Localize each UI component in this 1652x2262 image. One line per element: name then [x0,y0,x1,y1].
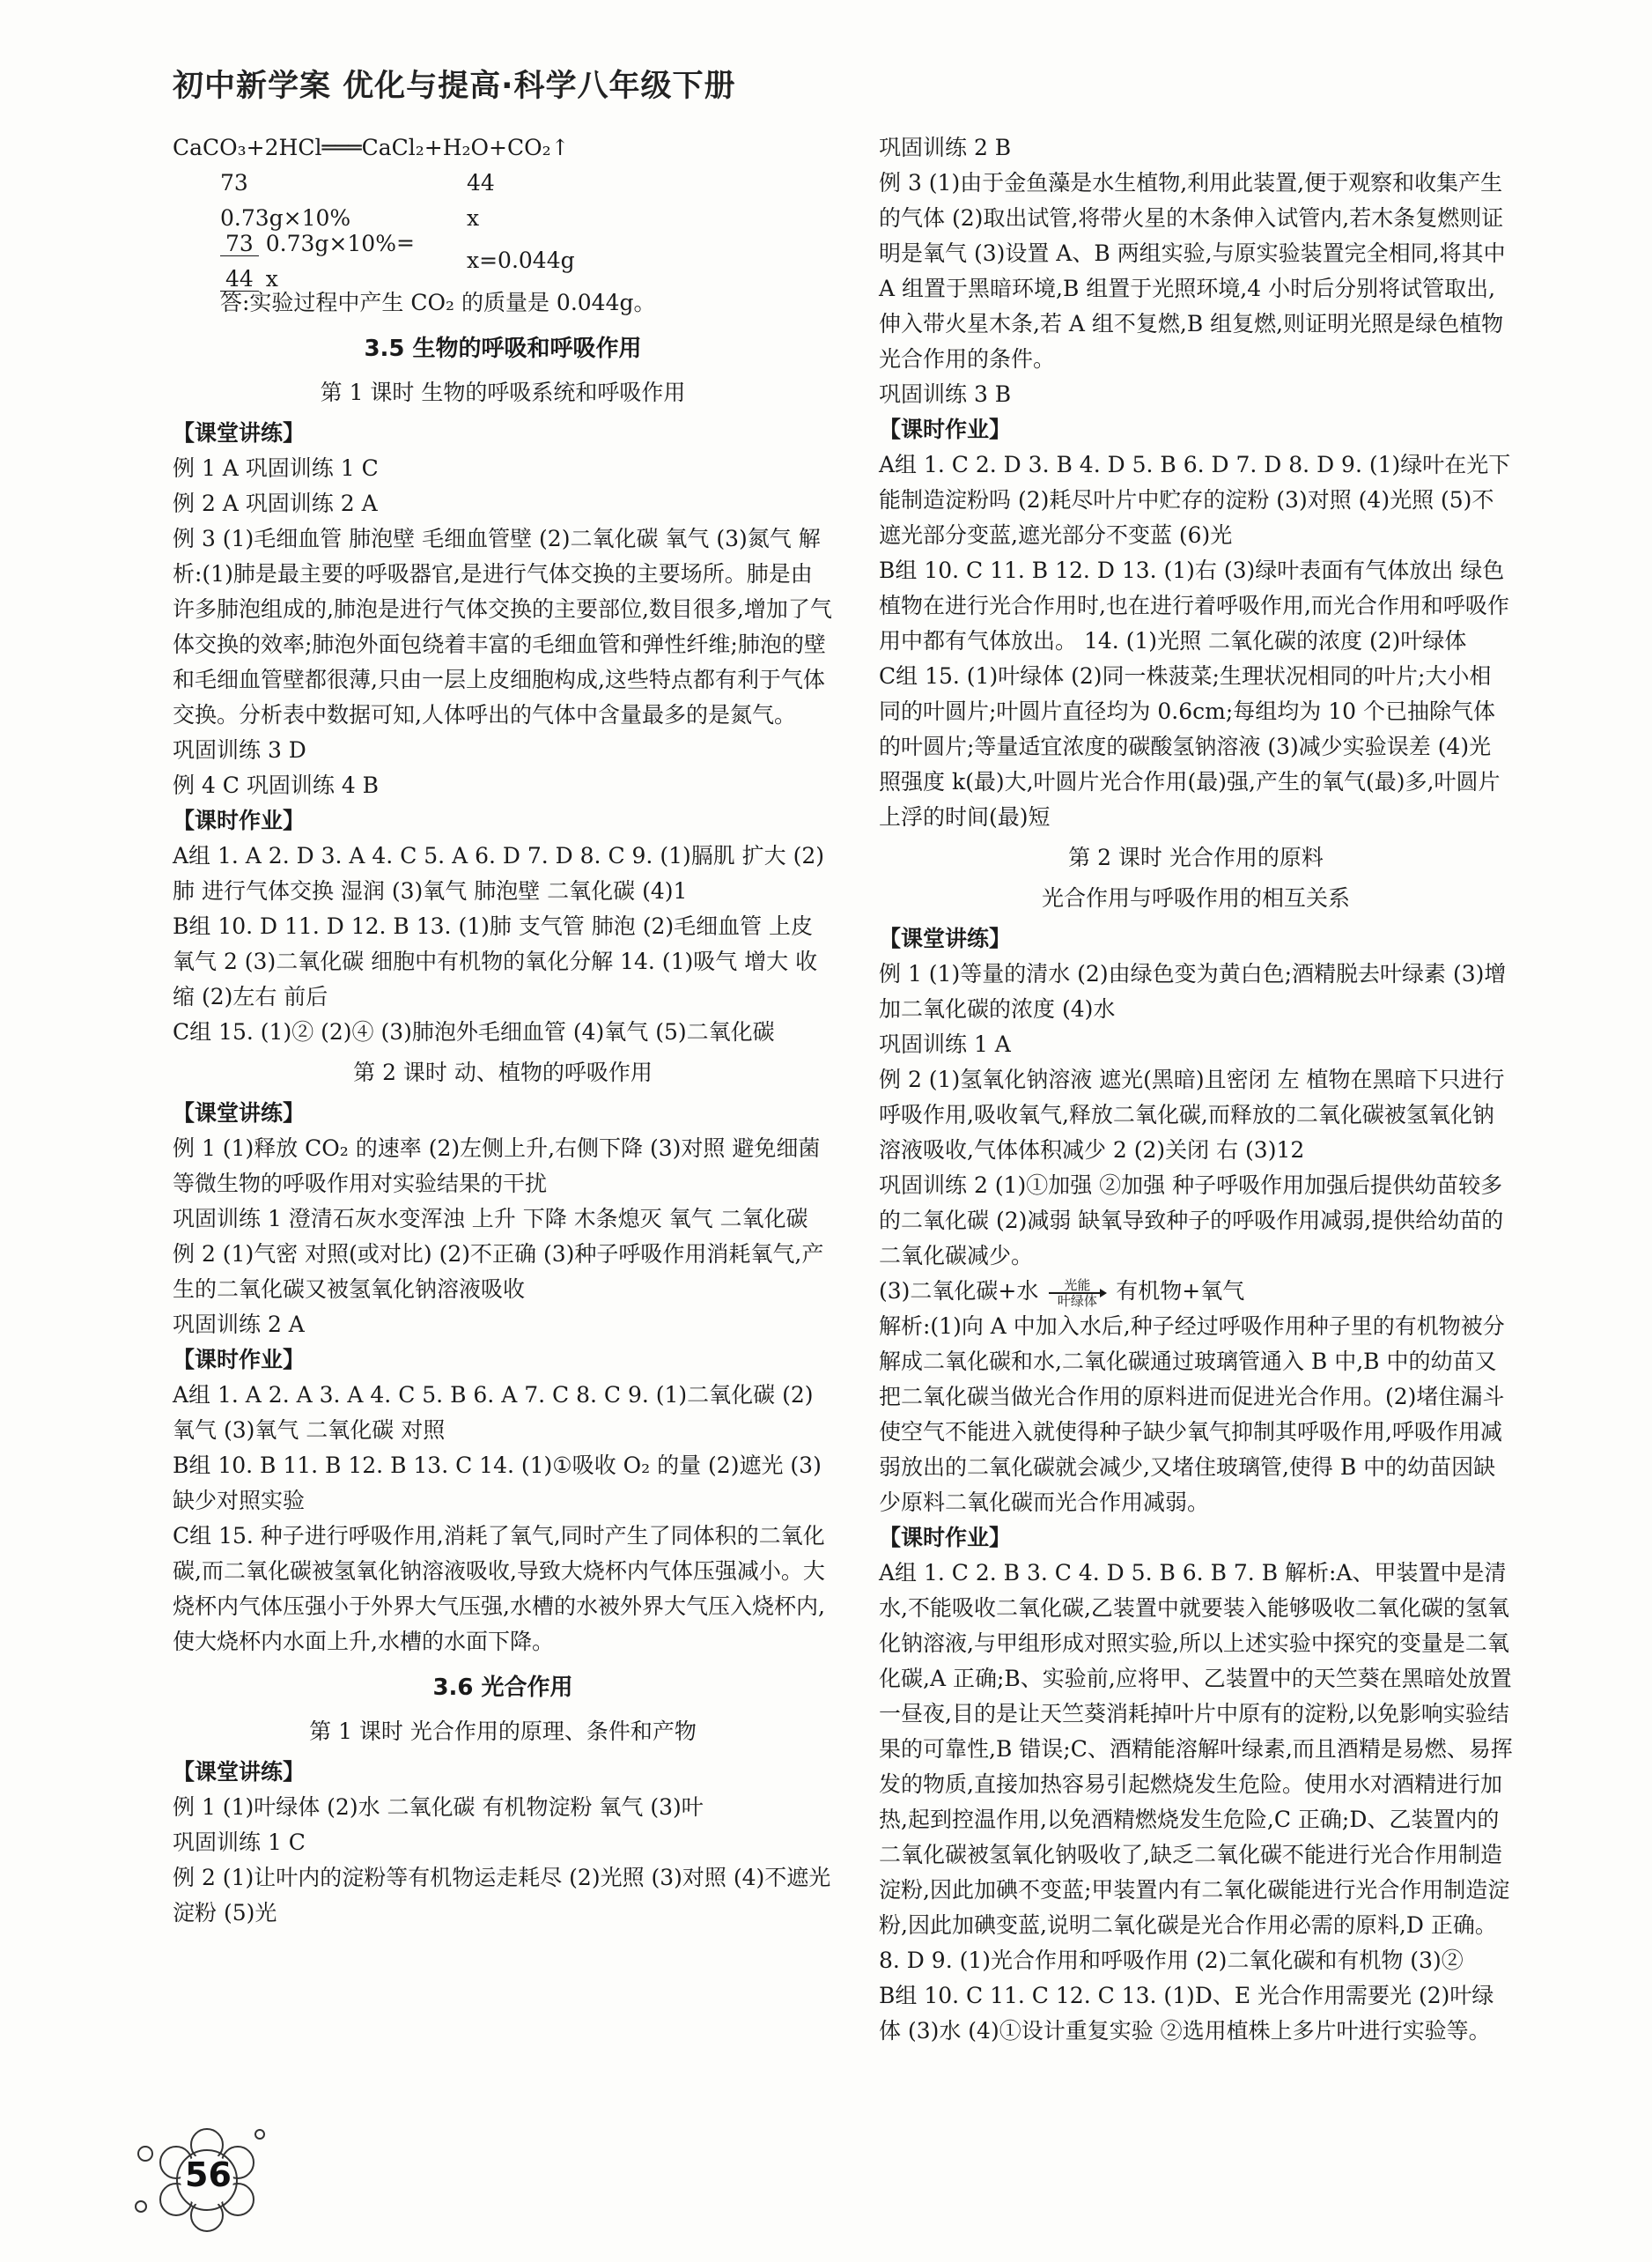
right-column: 巩固训练 2 B 例 3 (1)由于金鱼藻是水生植物,利用此装置,便于观察和收集产生的气体 (2)取出试管,将带火星的木条伸入试管内,若木条复燃则证明是氧气 (3)设置 A、B 两组实验,与原实验装置完全相同,将其中 A 组置于黑暗环境,B 组置于光照环境,4 小时后分别将试管取出,伸入带火星木条,若 A 组不复燃,B 组复燃,则证明光照是绿色植物光合作用的条件。 巩固训练 3 B 【课时作业】 A组 1. C 2. D 3. B 4. D 5. B 6. D 7. D 8. D 9. (1)绿叶在光下能制造淀粉吗 (2)耗尽叶片中贮存的淀粉 (3)对照 (4)光照 (5)不遮光部分变蓝,遮光部分不变蓝 (6)光 B组 10. C 11. B 12. D 13. (1)右 (3)绿叶表面有气体放出 绿色植物在进行光合作用时,也在进行着呼吸作用,而光合作用和呼吸作用中都有气体放出。 14. (1)光照 二氧化碳的浓度 (2)叶绿体 C组 15. (1)叶绿体 (2)同一株菠菜;生理状况相同的叶片;大小相同的叶圆片;叶圆片直径均为 0.6cm;每组均为 10 个已抽除气体的叶圆片;等量适宜浓度的碳酸氢钠溶液 (3)减少实验误差 (4)光照强度 k(最)大,叶圆片光合作用(最)强,产生的氧气(最)多,叶圆片上浮的时间(最)短 第 2 课时 光合作用的原料 光合作用与呼吸作用的相互关系 【课堂讲练】 例 1 (1)等量的清水 (2)由绿色变为黄白色;酒精脱去叶绿素 (3)增加二氧化碳的浓度 (4)水 巩固训练 1 A 例 2 (1)氢氧化钠溶液 遮光(黑暗)且密闭 左 植物在黑暗下只进行呼吸作用,吸收氧气,释放二氧化碳,而释放的二氧化碳被氢氧化钠溶液吸收,气体体积减少 2 (2)关闭 右 (3)12 巩固训练 2 (1)①加强 ②加强 种子呼吸作用加强后提供幼苗较多的二氧化碳 (2)减弱 缺氧导致种子的呼吸作用减弱,提供给幼苗的二氧化碳减少。 (3)二氧化碳+水 光能 叶绿体 有机物+氧气 解析:(1)向 A 中加入水后,种子经过呼吸作用种子里的有机物被分解成二氧化碳和水,二氧化碳通过玻璃管通入 B 中,B 中的幼苗又把二氧化碳当做光合作用的原料进而促进光合作用。(2)堵住漏斗使空气不能进入就使得种子缺少氧气抑制其呼吸作用,呼吸作用减弱放出的二氧化碳就会减少,又堵住玻璃管,使得 B 中的幼苗因缺少原料二氧化碳而光合作用减弱。 【课时作业】 A组 1. C 2. B 3. C 4. D 5. B 6. B 7. B 解析:A、甲装置中是清水,不能吸收二氧化碳,乙装置中就要装入能够吸收二氧化碳的氢氧化钠溶液,与甲组形成对照实验,所以上述实验中探究的变量是二氧化碳,A 正确;B、实验前,应将甲、乙装置中的天竺葵在黑暗处放置一昼夜,目的是让天竺葵消耗掉叶片中原有的淀粉,以免影响实验结果的可靠性,B 错误;C、酒精能溶解叶绿素,而且酒精是易燃、易挥发的物质,直接加热容易引起燃烧发生危险。使用水对酒精进行加热,起到控温作用,以免酒精燃烧发生危险,C 正确;D、乙装置内的二氧化碳被氢氧化钠吸收了,缺乏二氧化碳不能进行光合作用制造淀粉,因此加碘不变蓝;甲装置内有二氧化碳能进行光合作用制造淀粉,因此加碘变蓝,说明二氧化碳是光合作用必需的原料,D 正确。 8. D 9. (1)光合作用和呼吸作用 (2)二氧化碳和有机物 (3)② B组 10. C 11. C 12. C 13. (1)D、E 光合作用需要光 (2)叶绿体 (3)水 (4)①设计重复实验 ②选用植株上多片叶进行实验等。 [879,135,1513,2044]
homework-label: 【课时作业】 [173,808,306,833]
section-3-5-title: 3.5 生物的呼吸和呼吸作用 [364,336,642,362]
photosynthesis-equation: (3)二氧化碳+水 光能 叶绿体 有机物+氧气 [879,1276,1245,1309]
reaction-arrow: 光能 叶绿体 [1049,1278,1105,1308]
lesson-2-title: 第 2 课时 动、植物的呼吸作用 [353,1060,653,1085]
section-3-6-title: 3.6 光合作用 [432,1674,573,1701]
fraction-right: 44 x [220,268,278,292]
page-number: 56 [185,2155,232,2194]
page-number-badge [123,2118,273,2242]
page-header: 初中新学案 优化与提高·科学八年级下册 [173,69,736,104]
lesson-1-title: 第 1 课时 生物的呼吸系统和呼吸作用 [320,380,686,405]
chem-equation: CaCO₃+2HCl═══CaCl₂+H₂O+CO₂↑ [173,135,570,160]
answer-line: 答:实验过程中产生 CO₂ 的质量是 0.044g。 [220,290,656,315]
classroom-practice-label: 【课堂讲练】 [173,420,306,446]
fraction-left: 73 0.73g×10% [220,233,396,256]
lesson-4-title: 第 2 课时 光合作用的原料 [1068,845,1324,870]
left-column: CaCO₃+2HCl═══CaCl₂+H₂O+CO₂↑ 73 44 0.73g×10% x 73 0.73g×10%=44 x x=0.044g 答:实验过程中产生 CO₂ 的质量是 0.044g。 3.5 生物的呼吸和呼吸作用 第 1 课时 生物的呼吸系统和呼吸作用 【课堂讲练】 例 1 A 巩固训练 1 C 例 2 A 巩固训练 2 A 例 3 (1)毛细血管 肺泡壁 毛细血管壁 (2)二氧化碳 氧气 (3)氮气 解析:(1)肺是最主要的呼吸器官,是进行气体交换的主要场所。肺是由许多肺泡组成的,肺泡是进行气体交换的主要部位,数目很多,增加了气体交换的效率;肺泡外面包绕着丰富的毛细血管和弹性纤维;肺泡的壁和毛细血管壁都很薄,只由一层上皮细胞构成,这些特点都有利于气体交换。分析表中数据可知,人体呼出的气体中含量最多的是氮气。 巩固训练 3 D 例 4 C 巩固训练 4 B 【课时作业】 A组 1. A 2. D 3. A 4. C 5. A 6. D 7. D 8. C 9. (1)膈肌 扩大 (2)肺 进行气体交换 湿润 (3)氧气 肺泡壁 二氧化碳 (4)1 B组 10. D 11. D 12. B 13. (1)肺 支气管 肺泡 (2)毛细血管 上皮 氧气 2 (3)二氧化碳 细胞中有机物的氧化分解 14. (1)吸气 增大 收缩 (2)左右 前后 C组 15. (1)② (2)④ (3)肺泡外毛细血管 (4)氧气 (5)二氧化碳 第 2 课时 动、植物的呼吸作用 【课堂讲练】 例 1 (1)释放 CO₂ 的速率 (2)左侧上升,右侧下降 (3)对照 避免细菌等微生物的呼吸作用对实验结果的干扰 巩固训练 1 澄清石灰水变浑浊 上升 下降 木条熄灭 氧气 二氧化碳 例 2 (1)气密 对照(或对比) (2)不正确 (3)种子呼吸作用消耗氧气,产生的二氧化碳又被氢氧化钠溶液吸收 巩固训练 2 A 【课时作业】 A组 1. A 2. A 3. A 4. C 5. B 6. A 7. C 8. C 9. (1)二氧化碳 (2)氧气 (3)氧气 二氧化碳 对照 B组 10. B 11. B 12. B 13. C 14. (1)①吸收 O₂ 的量 (2)遮光 (3)缺少对照实验 C组 15. 种子进行呼吸作用,消耗了氧气,同时产生了同体积的二氧化碳,而二氧化碳被氢氧化钠溶液吸收,导致大烧杯内气体压强减小。大烧杯内气体压强小于外界大气压强,水槽的水被外界大气压入烧杯内,使大烧杯内水面上升,水槽的水面下降。 3.6 光合作用 第 1 课时 光合作用的原理、条件和产物 【课堂讲练】 例 1 (1)叶绿体 (2)水 二氧化碳 有机物淀粉 氧气 (3)叶 巩固训练 1 C 例 2 (1)让叶内的淀粉等有机物运走耗尽 (2)光照 (3)对照 (4)不遮光 淀粉 (5)光 [173,130,833,1931]
lesson-4-subtitle: 光合作用与呼吸作用的相互关系 [1041,885,1350,911]
calc-row-1: 73 44 [220,170,495,196]
calc-row-3: 73 0.73g×10%=44 x x=0.044g [173,236,833,285]
calc-row-2: 0.73g×10% x [220,205,480,231]
lesson-3-title: 第 1 课时 光合作用的原理、条件和产物 [309,1719,697,1744]
